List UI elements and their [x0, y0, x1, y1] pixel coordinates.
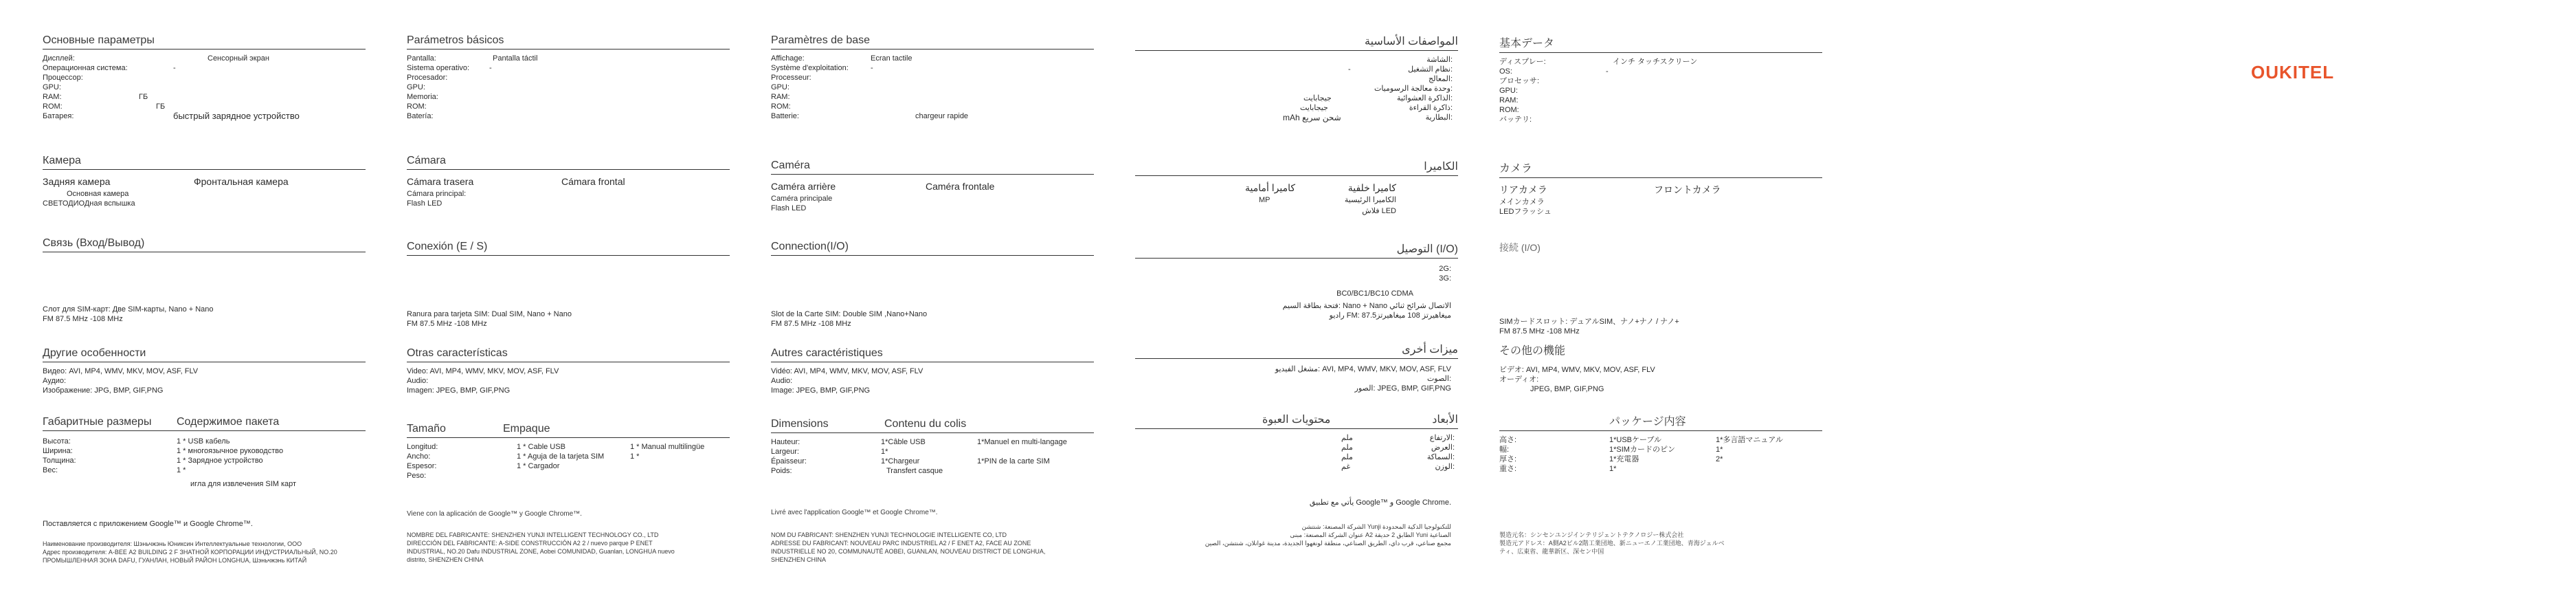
section-title: ميزات أخرى — [1135, 342, 1458, 359]
spec-row: ROM: — [407, 102, 427, 111]
section-other-ja — [1499, 342, 1822, 394]
sim-pin-text: игла для извлечения SIM карт — [190, 480, 297, 488]
image-formats: الصور: JPEG, BMP, GIF,PNG — [1354, 384, 1451, 393]
package-row: Высота: 1 * USB кабель — [43, 437, 230, 446]
section-title: パッケージ内容 — [1499, 413, 1822, 431]
spec-row: المعالج: — [1429, 75, 1453, 83]
main-camera-label: Caméra principale — [771, 195, 833, 203]
section-title: カメラ — [1499, 160, 1822, 178]
section-title: 接続 (I/O) — [1499, 242, 1541, 253]
section-other-ru — [43, 347, 366, 395]
spec-row: GPU: — [1499, 87, 1518, 95]
main-camera-label: Cámara principal: — [407, 190, 467, 198]
section-connectivity-ru — [43, 237, 366, 324]
audio-formats: オーディオ: — [1499, 375, 1539, 384]
rear-camera-label: Задняя камера — [43, 176, 111, 187]
rear-camera-label: リアカメラ — [1499, 184, 1547, 195]
package-row: Poids: Transfert casque — [771, 467, 943, 475]
section-title: Основные параметры — [43, 34, 366, 50]
column-japanese — [1499, 0, 1822, 603]
image-formats: JPEG, BMP, GIF,PNG — [1530, 385, 1604, 393]
cdma-label: BC0/BC1/BC10 CDMA — [1336, 289, 1413, 298]
sim-slot-text: SIMカードスロット: デュアルSIM、ナノ+ナノ / ナノ+ — [1499, 318, 1679, 326]
section-package-ar — [1135, 413, 1458, 472]
section-title: الكاميرا — [1135, 160, 1458, 176]
spec-row: Дисплей: Сенсорный экран — [43, 54, 269, 63]
video-formats: Vidéo: AVI, MP4, WMV, MKV, MOV, ASF, FLV — [771, 367, 923, 375]
spec-row: GPU: — [43, 83, 61, 91]
spec-row: OS: - — [1499, 67, 1609, 76]
package-row: Hauteur: 1*Câble USB 1*Manuel en multi-langage — [771, 438, 1067, 446]
3g-label: 3G: — [1439, 274, 1451, 283]
video-formats: ビデオ: AVI, MP4, WMV, MKV, MOV, ASF, FLV — [1499, 366, 1655, 374]
chrome-note: Поставляется с приложением Google™ и Google Chrome™. — [43, 520, 253, 528]
spec-row: Affichage: Ecran tactile — [771, 54, 912, 63]
flash-label: Flash LED — [771, 204, 807, 212]
section-title: その他の機能 — [1499, 345, 1566, 357]
spec-row: Процессор: — [43, 74, 83, 82]
spec-row: ROM: ГБ — [43, 102, 166, 111]
front-camera-label: Фронтальная камера — [194, 176, 289, 187]
spec-row: الشاشة: — [1426, 56, 1453, 64]
rear-camera-label: كاميرا خلفية — [1347, 182, 1396, 193]
package-row: Ширина: 1 * многоязычное руководство — [43, 447, 284, 455]
flash-label: Flash LED — [407, 199, 443, 208]
section-camera-ja — [1499, 160, 1822, 225]
spec-row: البطارية: mAh شحن سريع — [1283, 113, 1453, 122]
fm-text: راديو FM: 87.5ميغاهيرتز 108 ميغاهيرتز — [1329, 311, 1451, 320]
fm-text: FM 87.5 MHz -108 MHz — [771, 320, 851, 328]
section-package-ja — [1499, 413, 1822, 474]
column-russian — [43, 0, 366, 603]
section-connectivity-ar — [1135, 242, 1458, 320]
section-title: المواصفات الأساسية — [1135, 34, 1458, 51]
section-basic-ru — [43, 34, 366, 121]
2g-label: 2G: — [1439, 265, 1451, 273]
spec-row: GPU: — [771, 83, 789, 91]
video-formats: مشغل الفيديو: AVI, MP4, WMV, MKV, MOV, ASF, FLV — [1275, 365, 1451, 373]
image-formats: Изображение: JPG, BMP, GIF,PNG — [43, 386, 164, 395]
spec-row: Sistema operativo: - — [407, 64, 492, 72]
rear-camera-label: Cámara trasera — [407, 176, 474, 187]
fm-text: FM 87.5 MHz -108 MHz — [43, 315, 123, 323]
audio-formats: الصوت: — [1426, 375, 1451, 383]
section-title: Связь (Вход/Вывод) — [43, 237, 366, 252]
image-formats: Image: JPEG, BMP, GIF,PNG — [771, 386, 871, 395]
spec-row: Операционная система: - — [43, 64, 176, 72]
oukitel-logo: OUKITEL — [2251, 62, 2335, 83]
column-french — [771, 0, 1094, 603]
spec-row: ディスプレー: インチ タッチスクリーン — [1499, 58, 1698, 66]
spec-row: Батарея: быстрый зарядное устройство — [43, 111, 300, 121]
section-title: Autres caractéristiques — [771, 347, 1094, 362]
sim-slot-text: Слот для SIM-карт: Две SIM-карты, Nano + Nano — [43, 305, 214, 314]
spec-row: プロセッサ: — [1499, 77, 1540, 85]
section-title: Otras características — [407, 347, 730, 362]
spec-row: ROM: — [771, 102, 791, 111]
manufacturer-info: الشركة المصنعة: شنتشن Yunji للتكنولوجيا الذكية المحدودة عنوان الشركة المصنعة: مبنى A2 الطابق 2 حديقة Yuni الصناعية مجمع صناعي، قرب داي، الطريق الصناعي، منطقة لونغهوا الجديدة، مدينة غوانلان، شنتشن، الصين — [1205, 523, 1451, 547]
fm-text: FM 87.5 MHz -108 MHz — [407, 320, 487, 328]
chrome-note: Viene con la aplicación de Google™ y Google Chrome™. — [407, 510, 582, 518]
section-connectivity-fr — [771, 241, 1094, 329]
package-row: Толщина: 1 * Зарядное устройство — [43, 457, 263, 465]
manufacturer-info: Наименование производителя: Шэньчжэнь Юниксин Интеллектуальные технологии, ООО Адрес производителя: A-ВЕЕ А2 BUILDING 2 F ЗНАТНОЙ КОРПОРАЦИИ ИНДУСТРИАЛЬНЫЙ, NO.20 ПРОМЫШЛЕННАЯ ЗОНА DAFU, ГУАНЛАН, НОВЫЙ РАЙОН LONGHUA, Шэньчжэнь КИТАЙ — [43, 540, 337, 564]
section-title: Caméra — [771, 160, 1094, 175]
flash-label: فلاش LED — [1362, 207, 1396, 215]
section-title: التوصيل (I/O) — [1135, 242, 1458, 259]
spec-row: Système d'exploitation: - — [771, 64, 873, 72]
audio-formats: Audio: — [407, 377, 429, 385]
section-package-es — [407, 423, 730, 481]
manufacturer-info: NOM DU FABRICANT: SHENZHEN YUNJI TECHNOLOGIE INTELLIGENTE CO, LTD ADRESSE DU FABRICANT: NOUVEAU PARC INDUSTRIEL A2 / F ENET A2, FACE AU ZONE INDUSTRIELLE NO 20, COMMUNAUTÉ AOBEI, GUANLAN, NOUVEAU DISTRICT DE LONGHUA, SHENZHEN CHINA — [771, 531, 1046, 563]
spec-row: Processeur: — [771, 74, 811, 82]
spec-row: Batterie: chargeur rapide — [771, 112, 969, 120]
package-row: Largeur: 1* — [771, 448, 888, 456]
spec-row: وحدة معالجة الرسوميات: — [1374, 85, 1453, 93]
section-package-fr — [771, 418, 1094, 476]
section-title: Tamaño Empaque — [407, 423, 730, 438]
spec-row: Pantalla: Pantalla táctil — [407, 54, 538, 63]
section-package-ru — [43, 416, 366, 489]
spec-row: الذاكرة العشوائية: جيجابايت — [1303, 94, 1453, 102]
section-title: Cámara — [407, 155, 730, 170]
chrome-note: Livré avec l'application Google™ et Google Chrome™. — [771, 509, 938, 516]
spec-row: RAM: — [771, 93, 790, 101]
package-row: الوزن: غم — [1341, 463, 1455, 471]
front-camera-label: Cámara frontal — [561, 176, 625, 187]
spec-row: GPU: — [407, 83, 425, 91]
package-row: السماكة: ملم — [1341, 453, 1455, 461]
section-camera-fr — [771, 160, 1094, 221]
sim-slot-text: فتحة بطاقة السيم: Nano + Nano الاتصال شرائح ثنائي — [1282, 302, 1451, 310]
package-row: Вес: 1 * — [43, 466, 186, 474]
package-row: Peso: — [407, 472, 427, 480]
section-basic-ar — [1135, 34, 1458, 122]
section-title: Paramètres de base — [771, 34, 1094, 50]
spec-row: RAM: — [1499, 96, 1519, 105]
manufacturer-info: NOMBRE DEL FABRICANTE: SHENZHEN YUNJI INTELLIGENT TECHNOLOGY CO., LTD DIRECCIÓN DEL FABRICANTE: A-SIDE CONSTRUCCIÓN A2 2 / nuevo parque P ENET INDUSTRIAL, NO.20 Dafu INDUSTRIAL ZONE, Aobei COMUNIDAD, Guanlan, LONGHUA nuevo distrito, SHENZHEN CHINA — [407, 531, 675, 563]
package-row: العرض: ملم — [1341, 443, 1455, 452]
spec-row: Batería: — [407, 112, 434, 120]
section-title: Connection(I/O) — [771, 241, 1094, 256]
section-other-fr — [771, 347, 1094, 395]
section-camera-es — [407, 155, 730, 217]
front-camera-label: كاميرا أمامية — [1245, 182, 1296, 193]
video-formats: Video: AVI, MP4, WMV, MKV, MOV, ASF, FLV — [407, 367, 559, 375]
section-title: 基本データ — [1499, 34, 1822, 53]
section-camera-ar — [1135, 160, 1458, 223]
package-row: Épaisseur: 1*Chargeur 1*PIN de la carte SIM — [771, 457, 1050, 465]
section-basic-es — [407, 34, 730, 121]
section-title: Parámetros básicos — [407, 34, 730, 50]
section-title: الأبعاد محتويات العبوة — [1135, 413, 1458, 429]
section-basic-fr — [771, 34, 1094, 121]
spec-row: RAM: ГБ — [43, 93, 148, 101]
sim-slot-text: Ranura para tarjeta SIM: Dual SIM, Nano + Nano — [407, 310, 572, 318]
image-formats: Imagen: JPEG, BMP, GIF,PNG — [407, 386, 511, 395]
package-row: Longitud: 1 * Cable USB 1 * Manual multilingüe — [407, 443, 705, 451]
main-camera-label: Основная камера — [67, 190, 129, 198]
flash-label: LEDフラッシュ — [1499, 208, 1552, 216]
front-camera-label: Caméra frontale — [926, 181, 995, 192]
section-other-ar — [1135, 342, 1458, 393]
package-row: Ancho: 1 * Aguja de la tarjeta SIM 1 * — [407, 452, 640, 461]
audio-formats: Аудио: — [43, 377, 67, 385]
main-camera-label: メインカメラ — [1499, 198, 1545, 206]
package-row: 幅: 1*SIMカードのピン 1* — [1499, 446, 1723, 454]
section-title: Dimensions Contenu du colis — [771, 418, 1094, 433]
column-arabic — [1135, 0, 1458, 603]
main-camera-label: الكاميرا الرئيسية — [1344, 196, 1396, 204]
package-row: 高さ: 1*USBケーブル 1*多言語マニュアル — [1499, 436, 1783, 444]
spec-row: Memoria: — [407, 93, 438, 101]
front-camera-label: フロントカメラ — [1654, 184, 1721, 195]
section-title: Другие особенности — [43, 347, 366, 362]
section-title: Conexión (E / S) — [407, 241, 730, 256]
flash-label: СВЕТОДИОДная вспышка — [43, 199, 135, 208]
package-row: 厚さ: 1*充電器 2* — [1499, 455, 1723, 463]
audio-formats: Audio: — [771, 377, 793, 385]
section-camera-ru — [43, 155, 366, 217]
section-other-es — [407, 347, 730, 395]
sim-slot-text: Slot de la Carte SIM: Double SIM ,Nano+Nano — [771, 310, 928, 318]
section-connectivity-es — [407, 241, 730, 329]
package-row: Espesor: 1 * Cargador — [407, 462, 560, 470]
package-row: الارتفاع: ملم — [1341, 434, 1455, 442]
spec-row: バッテリ: — [1499, 116, 1532, 124]
section-title: Камера — [43, 155, 366, 170]
column-spanish — [407, 0, 730, 603]
spec-row: ROM: — [1499, 106, 1519, 114]
megapixel-label: MP — [1259, 196, 1270, 204]
spec-row: Procesador: — [407, 74, 448, 82]
rear-camera-label: Caméra arrière — [771, 181, 836, 192]
section-basic-ja — [1499, 34, 1822, 124]
manufacturer-info: 製造元名：シンセンユンジインテリジェントテクノロジー株式会社 製造元アドレス：A側A2ビル2階工業団地、新ニューエノ工業団地、青海ジェルベ ティ、広東省、龍華新区、深セン中国 — [1499, 531, 1725, 555]
package-row: 重さ: 1* — [1499, 465, 1617, 473]
section-connectivity-ja — [1499, 241, 1822, 336]
chrome-note: يأتي مع تطبيق Google™ و Google Chrome. — [1309, 498, 1451, 507]
spec-row: نظام التشغيل: - — [1348, 65, 1453, 74]
spec-row: ذاكرة القراءة: جيجابايت — [1300, 104, 1453, 112]
fm-text: FM 87.5 MHz -108 MHz — [1499, 327, 1580, 336]
video-formats: Видео: AVI, MP4, WMV, MKV, MOV, ASF, FLV — [43, 367, 199, 375]
section-title: Габаритные размеры Содержимое пакета — [43, 416, 366, 431]
